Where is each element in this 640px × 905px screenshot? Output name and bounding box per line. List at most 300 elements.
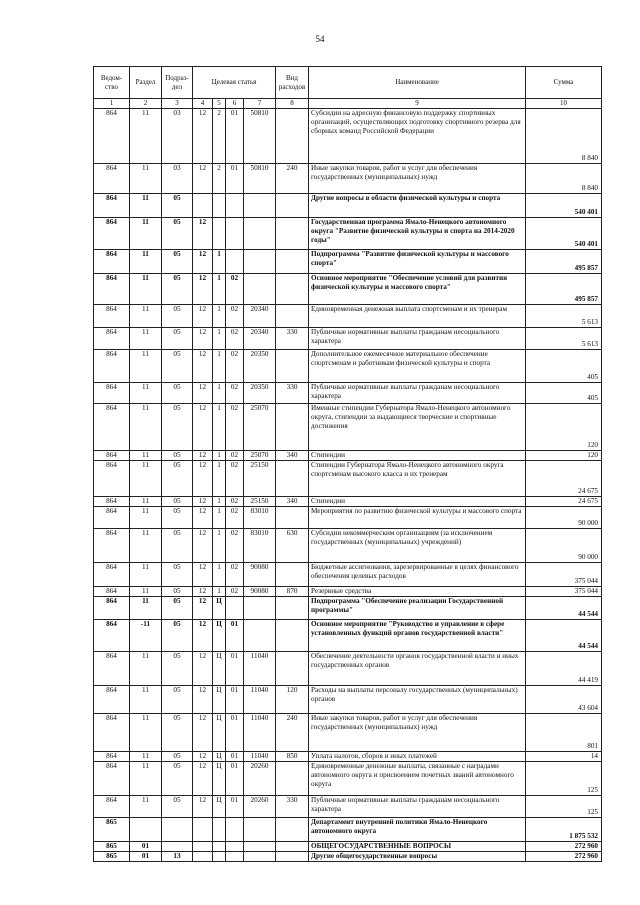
column-number: 1 [94,99,130,109]
sum-cell: 125 [526,795,602,817]
sum-cell: 44 544 [526,619,602,651]
program-cell: 12 [193,596,213,619]
direction-cell [244,596,276,619]
sum-cell: 8 840 [526,163,602,193]
name-cell: Публичные нормативные выплаты гражданам несоциального характера [309,327,526,349]
event-cell [226,851,244,861]
direction-cell [244,851,276,861]
sum-cell: 90 000 [526,528,602,562]
name-cell: Мероприятия по развитию физической культуры и массового спорта [309,506,526,528]
table-row [94,713,602,751]
sum-cell: 272 960 [526,851,602,861]
event-cell [226,193,244,217]
razdel-cell: 11 [130,273,162,304]
table-row [94,528,602,562]
event-cell: 02 [226,528,244,562]
program-cell [193,193,213,217]
sum-cell: 90 000 [526,506,602,528]
direction-cell: 20260 [244,761,276,795]
name-cell: Иные закупки товаров, работ и услуг для обеспечения государственных (муниципальных) нужд [309,163,526,193]
name-cell: Резервные средства [309,586,526,596]
podrazdel-cell: 05 [162,506,193,528]
direction-cell: 25150 [244,496,276,506]
name-cell: Именные стипендии Губернатора Ямало-Ненецкого автономного округа, стипендии за выдающиеся творческие и спортивные достижения [309,403,526,450]
expense-type-cell: 120 [276,685,309,713]
table-row [94,586,602,596]
event-cell: 02 [226,562,244,586]
program-cell: 12 [193,651,213,685]
table-row [94,841,602,851]
expense-type-cell [276,460,309,496]
subprogram-cell: Ц [213,761,226,795]
razdel-cell: 11 [130,562,162,586]
expense-type-cell [276,249,309,273]
vedomstvo-cell: 864 [94,327,130,349]
subprogram-cell [213,193,226,217]
sum-cell: 5 613 [526,304,602,327]
subprogram-cell: 1 [213,349,226,382]
vedomstvo-cell: 864 [94,273,130,304]
event-cell: 01 [226,163,244,193]
header-vedomstvo: Ведом-ство [94,67,130,99]
razdel-cell: 11 [130,651,162,685]
program-cell: 12 [193,108,213,163]
table-row [94,562,602,586]
event-cell: 02 [226,450,244,460]
header-podrazdel: Подраз-дел [162,67,193,99]
podrazdel-cell: 05 [162,761,193,795]
name-cell: Публичные нормативные выплаты гражданам несоциального характера [309,795,526,817]
sum-cell: 272 960 [526,841,602,851]
sum-cell: 5 613 [526,327,602,349]
program-cell [193,841,213,851]
event-cell: 01 [226,713,244,751]
sum-cell: 375 044 [526,586,602,596]
direction-cell [244,193,276,217]
event-cell: 01 [226,619,244,651]
table-row [94,193,602,217]
event-cell: 02 [226,349,244,382]
table-row [94,651,602,685]
expense-type-cell [276,304,309,327]
expense-type-cell: 330 [276,382,309,403]
razdel-cell: 11 [130,795,162,817]
header-name: Наименование [309,67,526,99]
event-cell: 01 [226,751,244,761]
razdel-cell: 11 [130,349,162,382]
subprogram-cell: Ц [213,651,226,685]
name-cell: Основное мероприятие "Руководство и управление в сфере установленных функций органов государственной власти" [309,619,526,651]
table-body [94,108,602,861]
program-cell: 12 [193,562,213,586]
razdel-cell: 11 [130,193,162,217]
direction-cell: 25070 [244,403,276,450]
header-sum: Сумма [526,67,602,99]
podrazdel-cell: 05 [162,586,193,596]
podrazdel-cell: 05 [162,619,193,651]
event-cell: 01 [226,108,244,163]
vedomstvo-cell: 865 [94,841,130,851]
direction-cell: 11040 [244,713,276,751]
program-cell: 12 [193,795,213,817]
sum-cell: 8 840 [526,108,602,163]
razdel-cell: 11 [130,713,162,751]
event-cell: 02 [226,496,244,506]
subprogram-cell: Ц [213,685,226,713]
subprogram-cell: 1 [213,562,226,586]
event-cell: 02 [226,460,244,496]
vedomstvo-cell: 864 [94,619,130,651]
name-cell: Подпрограмма "Развитие физической культуры и массового спорта" [309,249,526,273]
expense-type-cell: 340 [276,450,309,460]
sum-cell: 540 401 [526,217,602,249]
name-cell: Государственная программа Ямало-Ненецкого автономного округа "Развитие физической культуры и спорта на 2014-2020 годы" [309,217,526,249]
direction-cell: 50810 [244,108,276,163]
name-cell: Департамент внутренней политики Ямало-Ненецкого автономного округа [309,817,526,841]
direction-cell: 11040 [244,651,276,685]
event-cell [226,217,244,249]
podrazdel-cell: 05 [162,273,193,304]
direction-cell [244,841,276,851]
razdel-cell: 11 [130,528,162,562]
vedomstvo-cell: 864 [94,751,130,761]
podrazdel-cell [162,817,193,841]
header-vid: Вид расходов [276,67,309,99]
podrazdel-cell: 05 [162,450,193,460]
expense-type-cell [276,619,309,651]
event-cell: 02 [226,403,244,450]
event-cell: 02 [226,304,244,327]
table-row [94,403,602,450]
expense-type-cell: 340 [276,496,309,506]
subprogram-cell [213,841,226,851]
name-cell: Подпрограмма "Обеспечение реализации Государственной программы" [309,596,526,619]
table-row [94,496,602,506]
expense-type-cell [276,841,309,851]
podrazdel-cell: 05 [162,382,193,403]
vedomstvo-cell: 864 [94,108,130,163]
razdel-cell: 11 [130,163,162,193]
expense-type-cell [276,217,309,249]
subprogram-cell: 1 [213,327,226,349]
expense-type-cell: 330 [276,327,309,349]
subprogram-cell [213,851,226,861]
subprogram-cell: 1 [213,506,226,528]
expense-type-cell [276,817,309,841]
name-cell: Другие общегосударственные вопросы [309,851,526,861]
expense-type-cell [276,596,309,619]
podrazdel-cell: 05 [162,249,193,273]
vedomstvo-cell: 864 [94,450,130,460]
vedomstvo-cell: 864 [94,460,130,496]
sum-cell: 540 401 [526,193,602,217]
name-cell: Единовременная денежная выплата спортсменам и их тренерам [309,304,526,327]
program-cell: 12 [193,528,213,562]
event-cell: 02 [226,382,244,403]
name-cell: Субсидии некоммерческим организациям (за исключением государственных (муниципальных) учреждений) [309,528,526,562]
sum-cell: 24 675 [526,460,602,496]
expense-type-cell [276,506,309,528]
razdel-cell: 11 [130,108,162,163]
subprogram-cell: Ц [213,795,226,817]
name-cell: Стипендии [309,450,526,460]
expense-type-cell: 240 [276,713,309,751]
program-cell [193,851,213,861]
program-cell: 12 [193,382,213,403]
vedomstvo-cell: 865 [94,817,130,841]
direction-cell: 11040 [244,685,276,713]
razdel-cell: 11 [130,596,162,619]
expense-type-cell: 630 [276,528,309,562]
razdel-cell: 11 [130,382,162,403]
expense-type-cell [276,761,309,795]
sum-cell: 405 [526,382,602,403]
event-cell: 02 [226,586,244,596]
header-row [94,67,602,99]
name-cell: Дополнительное ежемесячное материальное обеспечение спортсменам и работникам физической культуры и спорта [309,349,526,382]
direction-cell: 20340 [244,304,276,327]
direction-cell [244,249,276,273]
column-number: 3 [162,99,193,109]
expense-type-cell [276,851,309,861]
vedomstvo-cell: 864 [94,163,130,193]
razdel-cell: 11 [130,685,162,713]
table-row [94,450,602,460]
direction-cell: 20350 [244,349,276,382]
program-cell [193,817,213,841]
subprogram-cell: Ц [213,596,226,619]
vedomstvo-cell: 864 [94,193,130,217]
expense-type-cell [276,403,309,450]
podrazdel-cell: 05 [162,193,193,217]
table-row [94,506,602,528]
podrazdel-cell: 03 [162,163,193,193]
name-cell: Единовременные денежные выплаты, связанные с наградами автономного округа и присвоением почетных званий автономного округа [309,761,526,795]
header-razdel: Раздел [130,67,162,99]
event-cell: 01 [226,795,244,817]
vedomstvo-cell: 864 [94,713,130,751]
razdel-cell: 11 [130,304,162,327]
subprogram-cell: 1 [213,403,226,450]
vedomstvo-cell: 864 [94,528,130,562]
direction-cell: 90080 [244,586,276,596]
table-row [94,761,602,795]
razdel-cell: 11 [130,450,162,460]
sum-cell: 375 044 [526,562,602,586]
razdel-cell: 11 [130,751,162,761]
name-cell: Субсидии на адресную финансовую поддержку спортивных организаций, осуществляющих подготовку спортивного резерва для сборных команд Российской Федерации [309,108,526,163]
expense-type-cell [276,562,309,586]
name-cell: Обеспечение деятельности органов государственной власти и иных государственных органов [309,651,526,685]
event-cell [226,817,244,841]
column-number: 5 [213,99,226,109]
vedomstvo-cell: 864 [94,496,130,506]
subprogram-cell: Ц [213,619,226,651]
name-cell: Другие вопросы в области физической культуры и спорта [309,193,526,217]
table-row [94,619,602,651]
event-cell [226,249,244,273]
vedomstvo-cell: 864 [94,506,130,528]
budget-table [93,66,602,862]
name-cell: Стипендии Губернатора Ямало-Ненецкого автономного округа спортсменам высокого класса и их тренерам [309,460,526,496]
subprogram-cell: 1 [213,460,226,496]
sum-cell: 405 [526,349,602,382]
table-row [94,349,602,382]
column-number: 10 [526,99,602,109]
table-row [94,382,602,403]
subprogram-cell [213,217,226,249]
direction-cell [244,217,276,249]
direction-cell: 20350 [244,382,276,403]
razdel-cell: 11 [130,217,162,249]
razdel-cell: 11 [130,249,162,273]
vedomstvo-cell: 864 [94,586,130,596]
program-cell: 12 [193,327,213,349]
razdel-cell: 01 [130,851,162,861]
expense-type-cell [276,349,309,382]
subprogram-cell: 2 [213,108,226,163]
direction-cell: 83010 [244,528,276,562]
vedomstvo-cell: 864 [94,304,130,327]
direction-cell: 90080 [244,562,276,586]
podrazdel-cell: 05 [162,403,193,450]
page-number: 54 [315,34,325,44]
name-cell: ОБЩЕГОСУДАРСТВЕННЫЕ ВОПРОСЫ [309,841,526,851]
direction-cell: 83010 [244,506,276,528]
expense-type-cell [276,651,309,685]
podrazdel-cell: 05 [162,496,193,506]
expense-type-cell: 330 [276,795,309,817]
table-row [94,751,602,761]
razdel-cell: 11 [130,403,162,450]
razdel-cell: 11 [130,327,162,349]
subprogram-cell: 1 [213,273,226,304]
razdel-cell: 01 [130,841,162,851]
expense-type-cell [276,273,309,304]
program-cell: 12 [193,217,213,249]
sum-cell: 43 604 [526,685,602,713]
program-cell: 12 [193,496,213,506]
vedomstvo-cell: 864 [94,403,130,450]
table-row [94,596,602,619]
razdel-cell: 11 [130,506,162,528]
event-cell: 02 [226,506,244,528]
direction-cell: 25150 [244,460,276,496]
expense-type-cell [276,108,309,163]
sum-cell: 44 544 [526,596,602,619]
subprogram-cell: Ц [213,713,226,751]
name-cell: Расходы на выплаты персоналу государственных (муниципальных) органов [309,685,526,713]
sum-cell: 120 [526,403,602,450]
table-row [94,304,602,327]
vedomstvo-cell: 864 [94,651,130,685]
table-row [94,249,602,273]
podrazdel-cell: 05 [162,751,193,761]
name-cell: Иные закупки товаров, работ и услуг для обеспечения государственных (муниципальных) нужд [309,713,526,751]
direction-cell: 20260 [244,795,276,817]
program-cell: 12 [193,460,213,496]
column-number: 8 [276,99,309,109]
direction-cell [244,817,276,841]
podrazdel-cell: 05 [162,460,193,496]
direction-cell [244,619,276,651]
table-row [94,108,602,163]
razdel-cell: -11 [130,619,162,651]
podrazdel-cell: 05 [162,327,193,349]
vedomstvo-cell: 864 [94,685,130,713]
direction-cell: 50810 [244,163,276,193]
vedomstvo-cell: 864 [94,795,130,817]
razdel-cell: 11 [130,586,162,596]
table-row [94,460,602,496]
razdel-cell: 11 [130,460,162,496]
program-cell: 12 [193,685,213,713]
vedomstvo-cell: 864 [94,562,130,586]
podrazdel-cell: 05 [162,795,193,817]
subprogram-cell: 1 [213,382,226,403]
sum-cell: 495 857 [526,273,602,304]
razdel-cell: 11 [130,496,162,506]
razdel-cell: 11 [130,761,162,795]
subprogram-cell: Ц [213,751,226,761]
subprogram-cell: 1 [213,528,226,562]
column-number: 9 [309,99,526,109]
table-row [94,273,602,304]
podrazdel-cell: 13 [162,851,193,861]
program-cell: 12 [193,304,213,327]
sum-cell: 125 [526,761,602,795]
name-cell: Публичные нормативные выплаты гражданам несоциального характера [309,382,526,403]
name-cell: Бюджетные ассигнования, зарезервированные в целях финансового обеспечения целевых расходов [309,562,526,586]
subprogram-cell: 1 [213,304,226,327]
expense-type-cell: 850 [276,751,309,761]
sum-cell: 801 [526,713,602,751]
vedomstvo-cell: 865 [94,851,130,861]
subprogram-cell: 1 [213,450,226,460]
podrazdel-cell: 05 [162,562,193,586]
vedomstvo-cell: 864 [94,249,130,273]
expense-type-cell: 240 [276,163,309,193]
podrazdel-cell: 05 [162,217,193,249]
vedomstvo-cell: 864 [94,761,130,795]
vedomstvo-cell: 864 [94,217,130,249]
program-cell: 12 [193,163,213,193]
program-cell: 12 [193,349,213,382]
column-number: 2 [130,99,162,109]
program-cell: 12 [193,586,213,596]
event-cell: 01 [226,651,244,685]
subprogram-cell [213,817,226,841]
name-cell: Стипендии [309,496,526,506]
program-cell: 12 [193,751,213,761]
event-cell [226,841,244,851]
program-cell: 12 [193,403,213,450]
subprogram-cell: 1 [213,496,226,506]
podrazdel-cell: 05 [162,713,193,751]
program-cell: 12 [193,713,213,751]
column-number: 4 [193,99,213,109]
podrazdel-cell: 05 [162,685,193,713]
program-cell: 12 [193,249,213,273]
table-row [94,817,602,841]
podrazdel-cell: 05 [162,528,193,562]
table-row [94,217,602,249]
column-number: 7 [244,99,276,109]
direction-cell: 25070 [244,450,276,460]
subprogram-cell: 2 [213,163,226,193]
podrazdel-cell [162,841,193,851]
vedomstvo-cell: 864 [94,349,130,382]
